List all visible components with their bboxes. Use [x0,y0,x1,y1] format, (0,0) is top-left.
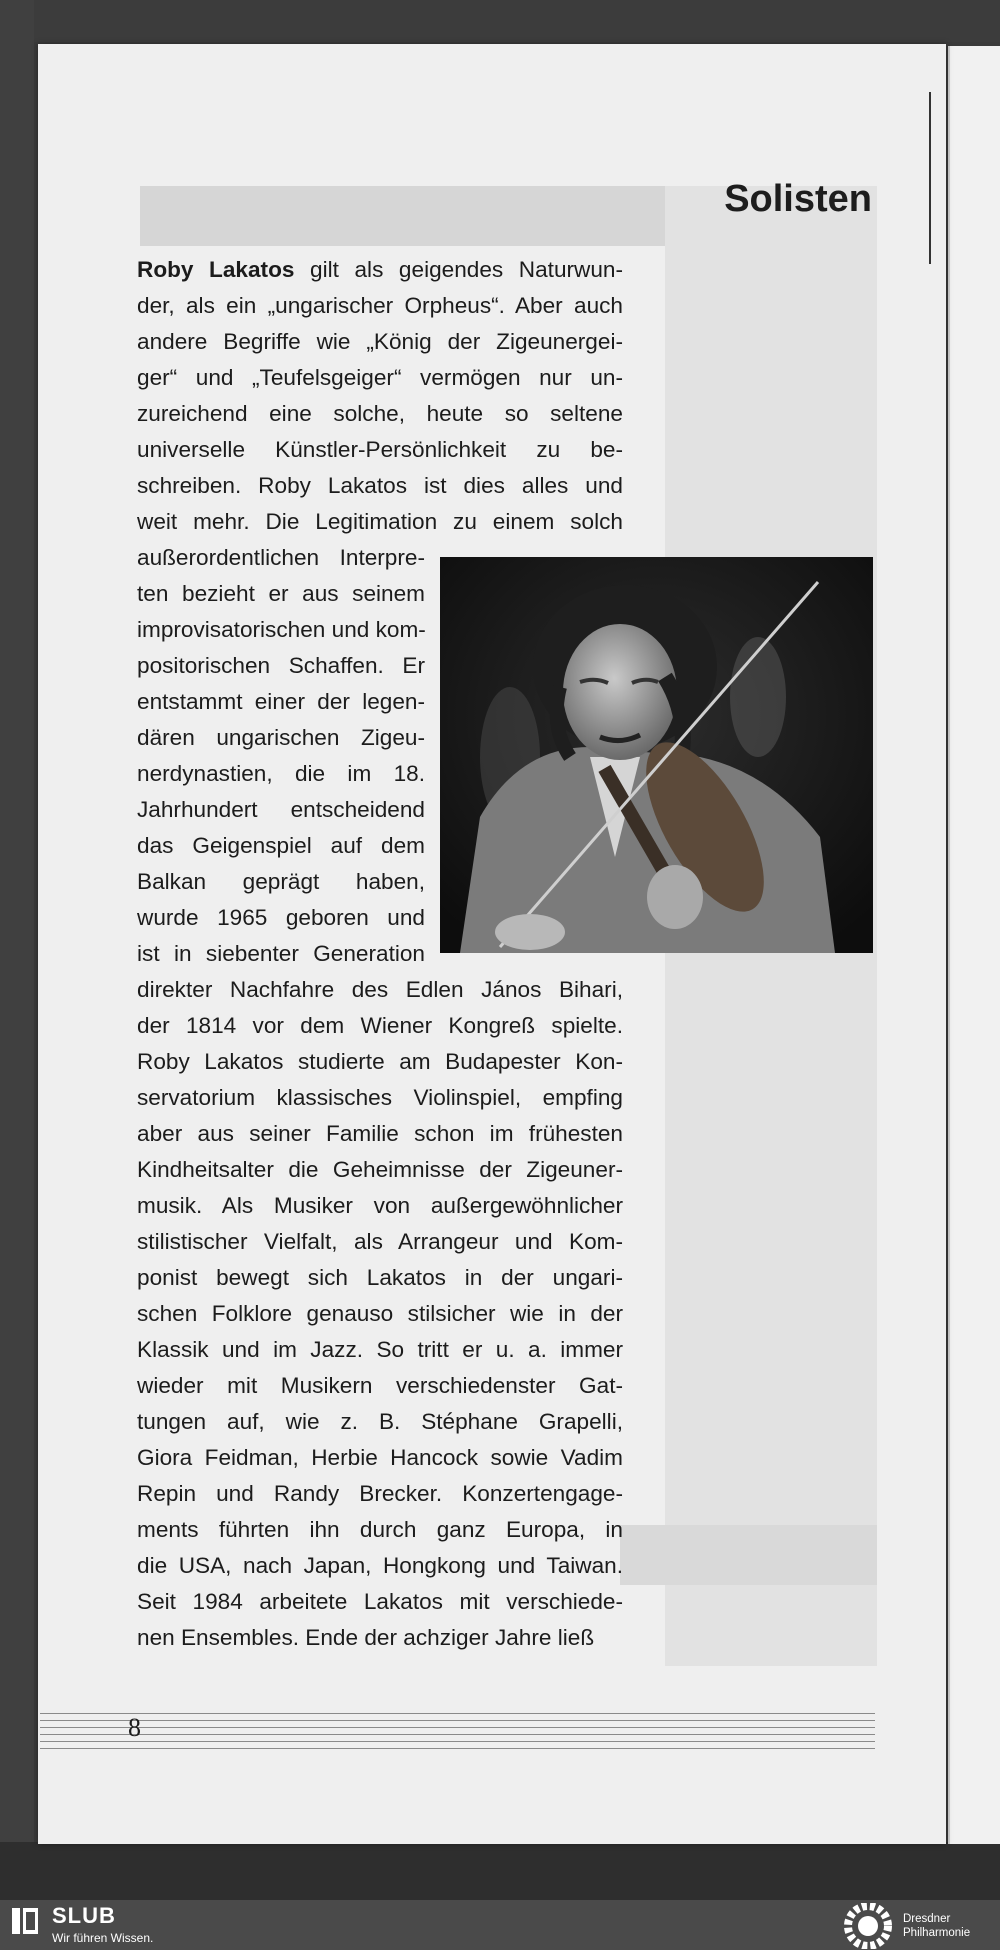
text-line: außerordentlichen Interpre- [137,545,425,570]
text-line: entstammt einer der legen- [137,689,425,714]
text-line: Balkan geprägt haben, [137,869,425,894]
lead-name: Roby Lakatos [137,257,295,282]
scan-top-border [0,0,1000,42]
scan-bottom-border [0,1842,1000,1900]
text-line: Giora Feidman, Herbie Hancock sowie Vadim [137,1445,623,1470]
philharmonie-line-1: Dresdner [903,1913,951,1925]
text-line: improvisatorischen und kom- [137,617,426,642]
text-line: wieder mit Musikern verschiedenster Gat- [137,1373,623,1398]
text-line: schen Folklore genauso stilsicher wie in der [137,1301,623,1326]
text-line: Klassik und im Jazz. So tritt er u. a. immer [137,1337,623,1362]
text-line: nen Ensembles. Ende der achziger Jahre ließ [137,1625,595,1650]
spine-line [929,92,931,264]
text-line: nerdynastien, die im 18. [137,761,425,786]
philharmonie-logo-icon[interactable] [842,1903,894,1949]
text-line: stilistischer Vielfalt, als Arrangeur und Kom- [137,1229,623,1254]
slub-logo-icon[interactable] [12,1906,40,1936]
philharmonie-line-2: Philharmonie [903,1927,971,1939]
text-line: ten bezieht er aus seinem [137,581,425,606]
text-line: Jahrhundert entscheidend [137,797,425,822]
slub-tagline: Wir führen Wissen. [52,1931,154,1945]
footer-rule [40,1727,875,1728]
article-body [137,252,623,1656]
text-line: andere Begriffe wie „König der Zigeunergei- [137,329,623,354]
text-line: ponist bewegt sich Lakatos in der ungari- [137,1265,623,1290]
text-line: Roby Lakatos studierte am Budapester Kon- [137,1049,623,1074]
text-line: Roby Lakatos gilt als geigendes Naturwun- [137,257,624,282]
next-page-edge [948,46,1000,1844]
text-line: universelle Künstler-Persönlichkeit zu be- [137,437,623,462]
text-line: weit mehr. Die Legitimation zu einem solch [137,509,623,534]
page-number: 8 [128,1713,141,1742]
text-line: Seit 1984 arbeitete Lakatos mit verschiede- [137,1589,623,1614]
text-line: ist in siebenter Generation [137,941,425,966]
text-line: direkter Nachfahre des Edlen János Bihari, [137,977,623,1002]
text-line: wurde 1965 geboren und [137,905,425,930]
text-line: tungen auf, wie z. B. Stéphane Grapelli, [137,1409,623,1434]
footer-rule [40,1720,875,1721]
text-line: der 1814 vor dem Wiener Kongreß spielte. [137,1013,623,1038]
text-line: das Geigenspiel auf dem [137,833,425,858]
slub-name[interactable]: SLUB [52,1903,116,1928]
text-line: Kindheitsalter die Geheimnisse der Zigeuner- [137,1157,623,1182]
text-line: aber aus seiner Familie schon im frühesten [137,1121,623,1146]
text-line: der, als ein „ungarischer Orpheus“. Aber auch [137,293,623,318]
text-line: schreiben. Roby Lakatos ist dies alles und [137,473,623,498]
footer-rule [40,1748,875,1749]
text-line: zureichend eine solche, heute so seltene [137,401,623,426]
text-line: die USA, nach Japan, Hongkong und Taiwan. [137,1553,623,1578]
scan-left-border [0,0,34,1890]
text-line: positorischen Schaffen. Er [137,653,425,678]
footer-rule [40,1734,875,1735]
footer-rule [40,1741,875,1742]
page-title: Solisten [724,178,872,220]
violinist-illustration [440,557,873,953]
violinist-photo [440,557,873,953]
text-line: musik. Als Musiker von außergewöhnlicher [137,1193,623,1218]
footer-rule [40,1713,875,1714]
philharmonie-name[interactable] [903,1912,970,1940]
show-through-band-lower [620,1525,877,1585]
text-line: ger“ und „Teufelsgeiger“ vermögen nur un- [137,365,623,390]
text-line: Repin und Randy Brecker. Konzertengage- [137,1481,623,1506]
text-line: servatorium klassisches Violinspiel, empfing [137,1085,623,1110]
text-line: ments führten ihn durch ganz Europa, in [137,1517,623,1542]
text-line: dären ungarischen Zigeu- [137,725,425,750]
